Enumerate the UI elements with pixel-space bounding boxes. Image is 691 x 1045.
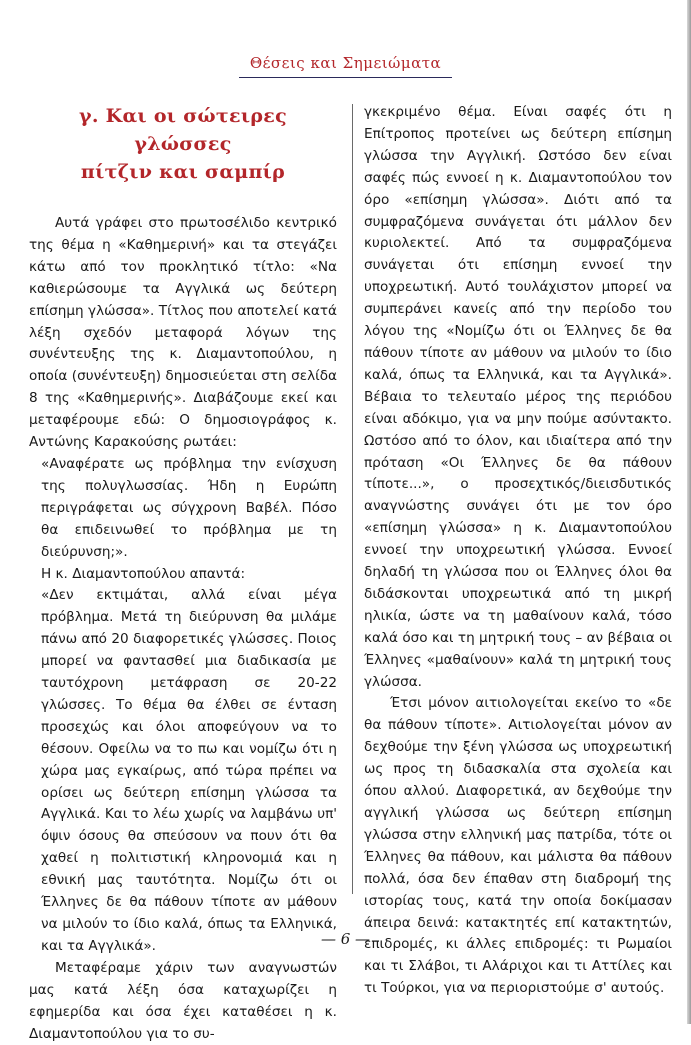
article-title xyxy=(29,102,337,186)
running-header-rule xyxy=(239,77,452,78)
right-paragraph-2: Έτσι μόνον αιτιολογείται εκείνο το «δε θα πάθουν τίποτε». Αιτιολογείται μόνον αν δεχθούμε την ξένη γλώσσα ως υποχρεωτική ως προς τη διδασκαλία στα σχολεία και όπου αλλού. Διαφορετικά, αν δεχθούμε την αγγλική γλώσσα ως δεύτερη επίσημη γλώσσα στην ελληνική μας πατρίδα, τότε οι Έλληνες θα πάθουν, και μάλιστα θα πάθουν πολλά, όσα δεν έπαθαν στη διαδρομή της ιστορίας τους, κατά την οποία δοκίμασαν άπειρα δεινά: κατακτητές επί κατακτητών, επιδρομές, κι άλλες επιδρομές: τι Ρωμαίοι και τι Σλάβοι, τι Αλάριχοι και τι Αττίλες και τι Τούρκοι, για να περιοριστούμε σ' αυτούς. xyxy=(364,695,672,997)
left-column xyxy=(29,102,337,1045)
page-edge-shadow xyxy=(687,0,691,1024)
page-number: — 6 — xyxy=(320,930,371,948)
column-divider xyxy=(352,104,353,894)
interview-answer-intro: Η κ. Διαμαντοπούλου απαντά: xyxy=(41,565,246,582)
running-header-title: Θέσεις και Σημειώματα xyxy=(249,54,442,72)
article-title-line-1: γ. Και οι σώτειρες γλώσσες xyxy=(79,105,287,155)
interview-answer: «Δεν εκτιμάται, αλλά είναι μέγα πρόβλημα. Μετά τη διεύρυνση θα μιλάμε πάνω από 20 διαφορετικές γλώσσες. Ποιος μπορεί να φαντασθεί μια διαδικασία με ταυτόχρονη μετάφραση σε 20-22 γλώσσες. Το θέμα θα έλθει σε ένταση προσεχώς και όλοι αποφεύγουν να το θέσουν. Οφείλω να το πω και νομίζω ότι η χώρα μας εγκαίρως, από τώρα πρέπει να ορίσει ως δεύτερη επίσημη γλώσσα τα Αγγλικά. Και το λέω χωρίς να λαμβάνω υπ' όψιν όσους θα σπεύσουν να πουν ότι θα χαθεί η πολιτιστική κληρονομιά και η εθνική μας ταυτότητα. Νομίζω ότι οι Έλληνες δε θα πάθουν τίποτε αν μάθουν να μιλούν το ίδιο καλά, όπως τα Ελληνικά, και τα Αγγλικά». xyxy=(41,587,337,954)
right-paragraph-1: γκεκριμένο θέμα. Είναι σαφές ότι η Επίτροπος προτείνει ως δεύτερη επίσημη γλώσσα την Αγγλική. Ωστόσο δεν είναι σαφές πώς εννοεί η κ. Διαμαντοπούλου τον όρο «επίσημη γλώσσα». Διότι από τα συμφραζόμενα συνάγεται ότι μάλλον δεν κυριολεκτεί. Από τα συμφραζόμενα συνάγεται ότι επίσημη εννοεί την υποχρεωτική. Αυτό τουλάχιστον μπορεί να συμπεράνει κανείς από την περίοδο του λόγου της «Νομίζω ότι οι Έλληνες δε θα πάθουν τίποτε αν μάθουν να μιλούν το ίδιο καλά, όπως τα Ελληνικά, και τα Αγγλικά». Βέβαια το τελευταίο μέρος της περιόδου είναι αδόκιμο, για να μην πούμε ασύντακτο. Ωστόσο από το όλον, και ιδιαίτερα από την πρόταση «Οι Έλληνες δε θα πάθουν τίποτε...», ο προσεχτικός/διεισδυτικός αναγνώστης συνάγει ότι με τον όρο «επίσημη γλώσσα» η κ. Διαμαντοπούλου εννοεί την υποχρεωτική γλώσσα. Εννοεί δηλαδή τη γλώσσα που οι Έλληνες όλοι θα διδάσκονται υποχρεωτικά από τη μικρή ηλικία, ώστε να τη μαθαίνουν καλά, τόσο καλά όσο και τη μητρική τους – αν βέβαια οι Έλληνες «μαθαίνουν» καλά τη μητρική τους γλώσσα. xyxy=(364,104,672,690)
left-paragraph-1: Αυτά γράφει στο πρωτοσέλιδο κεντρικό της θέμα η «Καθημερινή» και τα στεγάζει κάτω από τον προκλητικό τίτλο: «Να καθιερώσουμε τα Αγγλικά ως δεύτερη επίσημη γλώσσα». Τίτλος που αποτελεί κατά λέξη σχεδόν μεταφορά λόγων της συνέντευξης της κ. Διαμαντοπούλου, η οποία (συνέντευξη) δημοσιεύεται στη σελίδα 8 της «Καθημερινής». Διαβάζουμε εκεί και μεταφέρουμε εδώ: Ο δημοσιογράφος κ. Αντώνης Καρακούσης ρωτάει: xyxy=(29,215,337,451)
article-title-line-2: πίτζιν και σαμπίρ xyxy=(80,161,286,183)
right-column xyxy=(364,102,672,1000)
left-paragraph-2: Μεταφέραμε χάριν των αναγνωστών μας κατά λέξη όσα καταχωρίζει η εφημερίδα και όσα έχει καταθέσει η κ. Διαμαντοπούλου για το συ- xyxy=(29,959,337,1042)
interview-question: «Αναφέρατε ως πρόβλημα την ενίσχυση της πολυγλωσσίας. Ήδη η Ευρώπη περιγράφεται ως σύγχρονη Βαβέλ. Πόσο θα επιδεινωθεί το πρόβλημα με τη διεύρυνση;». xyxy=(41,455,337,560)
